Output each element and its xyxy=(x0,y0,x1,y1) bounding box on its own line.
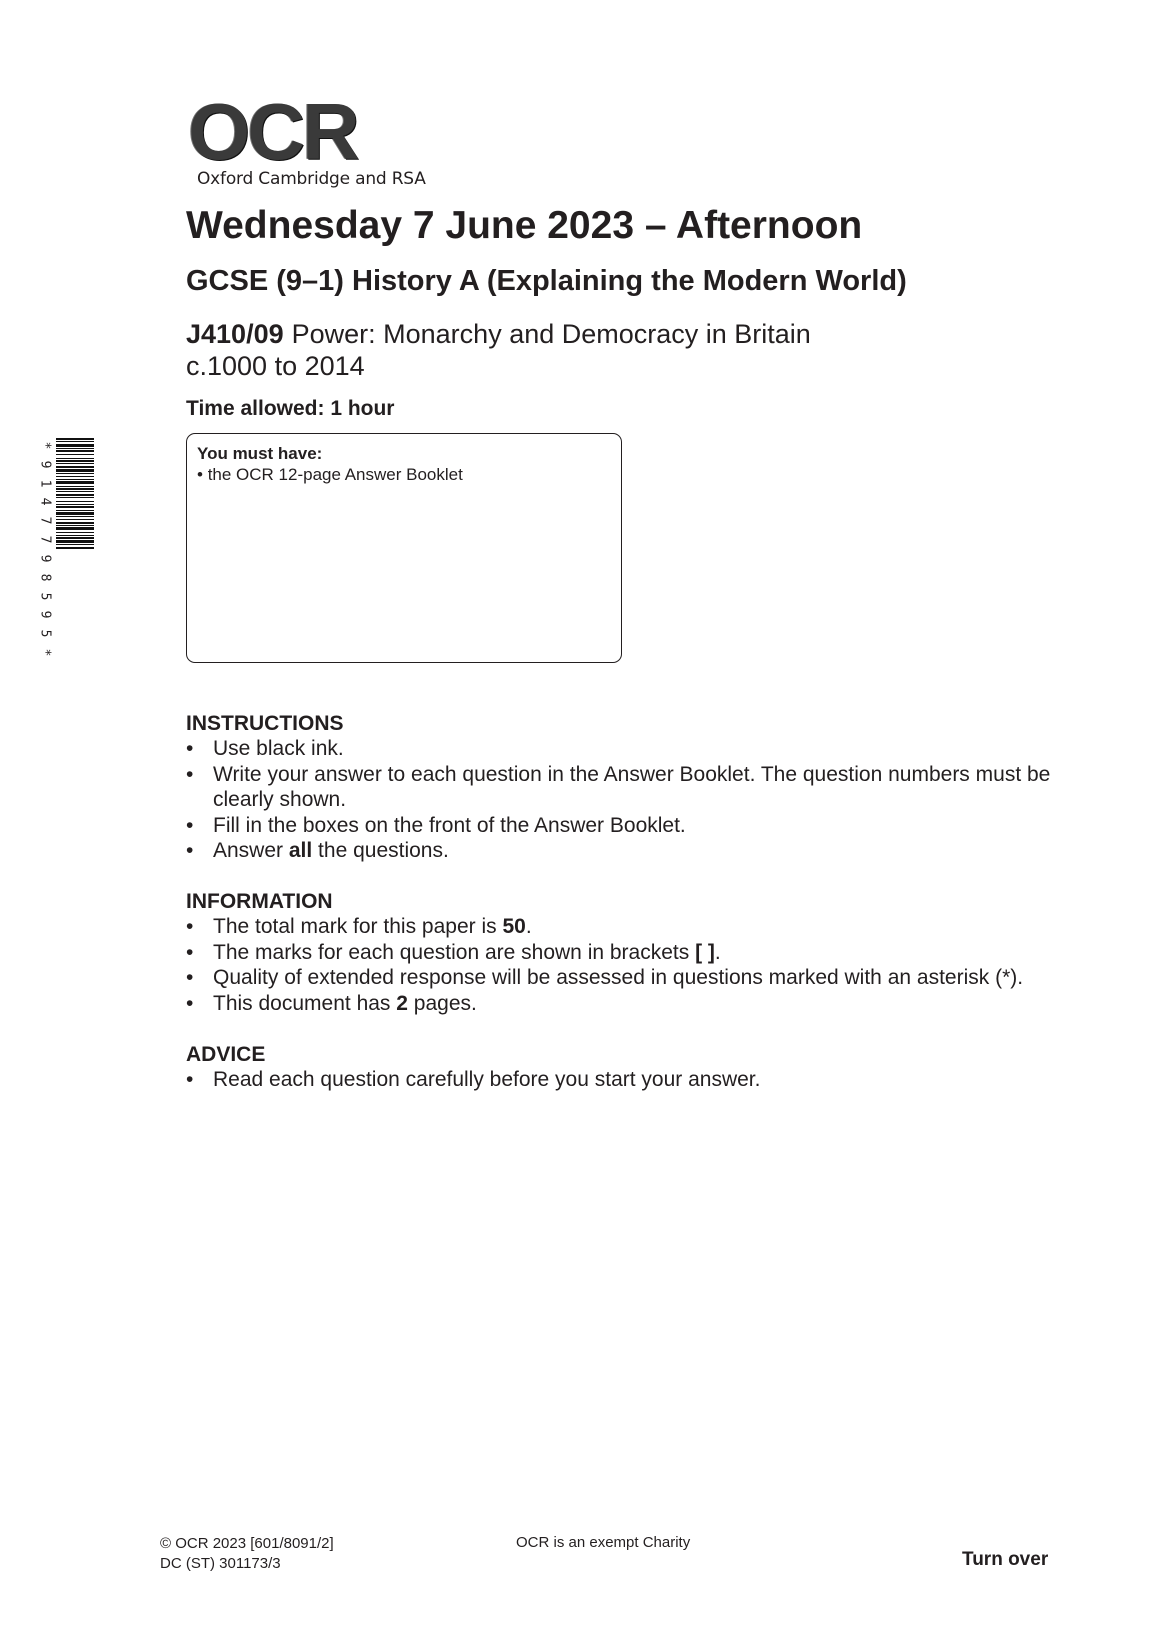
bullet-item: • Quality of extended response will be assessed in questions marked with an asterisk (*). xyxy=(186,965,1066,991)
barcode-digit: 9 xyxy=(37,554,53,563)
barcode-digit: 7 xyxy=(37,516,53,525)
bullet-item: • The marks for each question are shown in brackets [ ]. xyxy=(186,940,1066,966)
must-have-item: • the OCR 12-page Answer Booklet xyxy=(197,465,463,484)
bullet-item: • Read each question carefully before you start your answer. xyxy=(186,1067,1066,1093)
barcode-bars xyxy=(56,438,94,660)
bullet-item: • Answer all the questions. xyxy=(186,838,1066,864)
copyright: © OCR 2023 [601/8091/2] xyxy=(160,1535,334,1552)
must-have-item-text: the OCR 12-page Answer Booklet xyxy=(207,465,463,484)
footer-codes xyxy=(160,1534,334,1574)
information-list xyxy=(186,914,1066,1016)
bullet-item: • Fill in the boxes on the front of the Answer Booklet. xyxy=(186,813,1066,839)
exam-date-session: Wednesday 7 June 2023 – Afternoon xyxy=(186,204,863,247)
logo-mark: OCR xyxy=(188,87,357,176)
advice-heading: ADVICE xyxy=(186,1043,266,1066)
barcode-digit: 9 xyxy=(37,610,53,619)
instructions-list xyxy=(186,736,1066,864)
barcode-digit: 1 xyxy=(37,479,53,488)
must-have-heading: You must have: xyxy=(197,444,323,463)
bullet-item: • This document has 2 pages. xyxy=(186,991,1066,1017)
logo-tagline: Oxford Cambridge and RSA xyxy=(197,169,426,189)
paper-code: J410/09 xyxy=(186,319,284,349)
charity-note: OCR is an exempt Charity xyxy=(516,1534,691,1551)
information-heading: INFORMATION xyxy=(186,890,333,913)
advice-list xyxy=(186,1067,1066,1093)
paper-title-block xyxy=(186,318,811,382)
instructions-heading: INSTRUCTIONS xyxy=(186,712,344,735)
time-allowed: Time allowed: 1 hour xyxy=(186,397,395,420)
qualification-title: GCSE (9–1) History A (Explaining the Modern World) xyxy=(186,265,907,297)
bullet-item: • The total mark for this paper is 50. xyxy=(186,914,1066,940)
barcode-digit: * xyxy=(37,441,53,450)
bullet-item: • Write your answer to each question in the Answer Booklet. The question numbers must be clearly shown. xyxy=(186,762,1066,813)
paper-title: Power: Monarchy and Democracy in Britain xyxy=(291,319,811,349)
barcode-digit: 5 xyxy=(37,629,53,638)
barcode-digit: 9 xyxy=(37,460,53,469)
paper-title-dates: c.1000 to 2014 xyxy=(186,351,365,381)
document-code: DC (ST) 301173/3 xyxy=(160,1555,281,1572)
ocr-logo xyxy=(188,87,428,202)
bullet-item: • Use black ink. xyxy=(186,736,1066,762)
barcode-digits xyxy=(36,438,54,660)
turn-over: Turn over xyxy=(962,1549,1049,1570)
barcode-digit: 4 xyxy=(37,498,53,506)
barcode-digit: * xyxy=(37,648,53,657)
barcode-digit: 7 xyxy=(37,535,53,544)
barcode-digit: 5 xyxy=(37,592,53,600)
barcode xyxy=(38,438,98,660)
barcode-digit: 8 xyxy=(37,573,53,582)
must-have-box xyxy=(186,433,622,663)
